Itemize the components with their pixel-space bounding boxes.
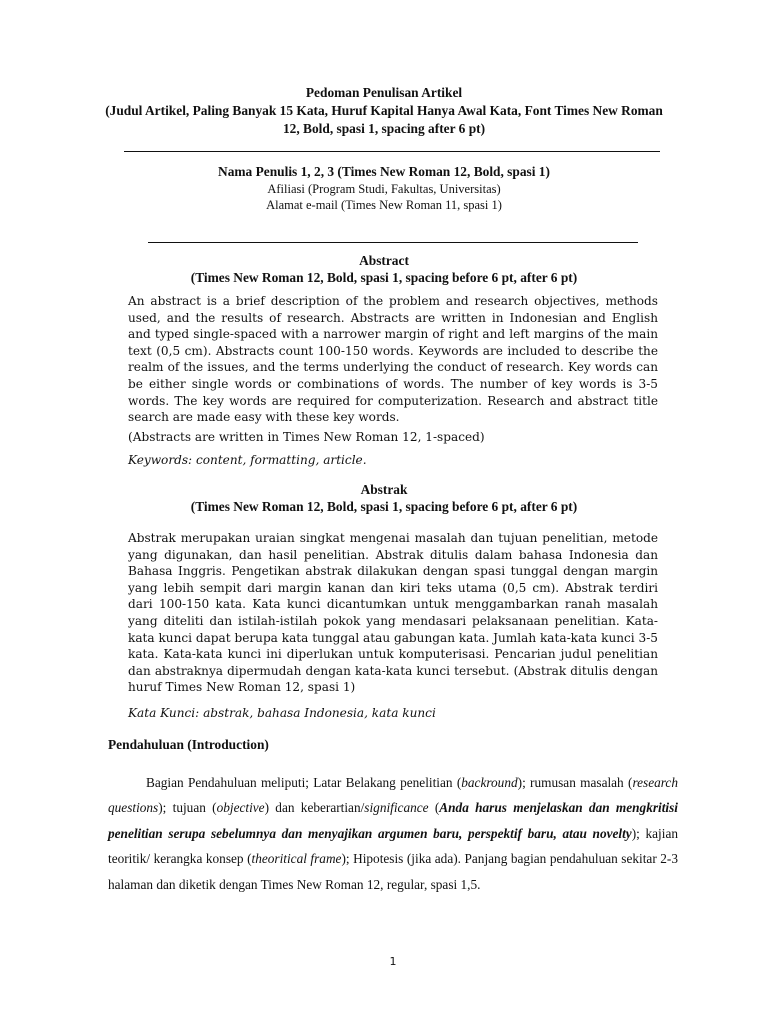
author-divider [148,242,638,243]
author-affiliation: Afiliasi (Program Studi, Fakultas, Universitas) [267,182,501,196]
article-title: Pedoman Penulisan Artikel [305,85,463,100]
article-title-block [100,84,668,138]
abstract-note: (Abstracts are written in Times New Roman 12, 1-spaced) [128,430,485,444]
abstrak-subheading: (Times New Roman 12, Bold, spasi 1, spacing before 6 pt, after 6 pt) [190,499,578,514]
abstrak-body: Abstrak merupakan uraian singkat mengenai masalah dan tujuan penelitian, metode yang digunakan, dan hasil penelitian. Abstrak ditulis dalam bahasa Indonesia dan Bahasa Inggris. Pengetikan abstrak dilakukan dengan spasi tunggal dengan margin yang lebih sempit dari margin kanan dan kiri teks utama (0,5 cm). Abstrak terdiri dari 100-150 kata. Kata kunci dicantumkan untuk menggambarkan ranah masalah yang diteliti dan istilah-istilah pokok yang mendasari pelaksanaan penelitian. Kata-kata kunci dapat berupa kata tunggal atau gabungan kata. Jumlah kata-kata kunci 3-5 kata. Kata-kata kunci ini diperlukan untuk komputerisasi. Pencarian judul penelitian dan abstraknya dipermudah dengan kata-kata kunci tersebut. (Abstrak ditulis dengan huruf Times New Roman 12, spasi 1) [128,531,658,695]
article-title-instructions: (Judul Artikel, Paling Banyak 15 Kata, Huruf Kapital Hanya Awal Kata, Font Times New Roman 12, Bold, spasi 1, spacing after 6 pt) [105,103,663,136]
abstrak-keywords: Kata Kunci: abstrak, bahasa Indonesia, kata kunci [128,706,436,720]
abstract-heading: Abstract [359,253,409,268]
abstract-keywords: Keywords: content, formatting, article. [128,453,367,467]
author-block [100,163,668,213]
author-names: Nama Penulis 1, 2, 3 (Times New Roman 12, Bold, spasi 1) [218,164,550,179]
abstrak-heading-block [100,481,668,515]
introduction-heading: Pendahuluan (Introduction) [108,737,269,752]
abstract-body: An abstract is a brief description of the problem and research objectives, methods used, and the results of research. Abstracts are written in Indonesian and English and typed single-spaced with a narrower margin of right and left margins of the main text (0,5 cm). Abstracts count 100-150 words. Keywords are included to describe the realm of the issues, and the terms underlying the conduct of research. Key words can be either single words or combinations of words. The number of key words is 3-5 words. The key words are required for computerization. Research and abstract title search are made easy with these key words. [128,294,658,425]
page-number: 1 [389,955,397,968]
introduction-paragraph: Bagian Pendahuluan meliputi; Latar Belakang penelitian (backround); rumusan masalah (research questions); tujuan (objective) dan keberartian/significance (Anda harus menjelaskan dan mengkritisi penelitian serupa sebelumnya dan menyajikan argumen baru, perspektif baru, atau novelty); kajian teoritik/ kerangka konsep (theoritical frame); Hipotesis (jika ada). Panjang bagian pendahuluan sekitar 2-3 halaman dan diketik dengan Times New Roman 12, regular, spasi 1,5. [108,775,678,892]
abstract-subheading: (Times New Roman 12, Bold, spasi 1, spacing before 6 pt, after 6 pt) [190,270,578,285]
author-email: Alamat e-mail (Times New Roman 11, spasi 1) [266,198,502,212]
abstrak-heading: Abstrak [360,482,408,497]
abstract-heading-block [100,252,668,286]
title-divider [124,151,660,152]
